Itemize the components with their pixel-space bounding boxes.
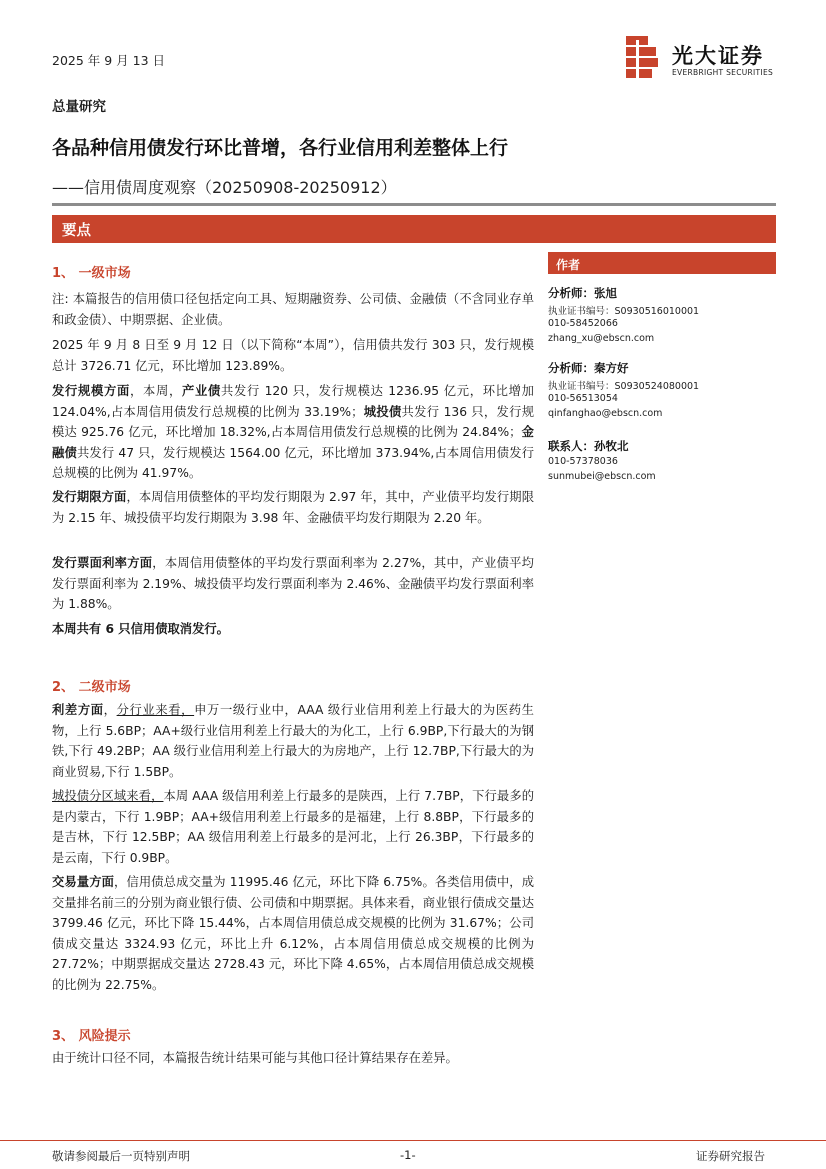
report-category: 总量研究 (52, 99, 106, 115)
text-span: 申万一级行业中，AAA 级行业信用利差上行最大的为医药生物，上行 5.6BP；AA+级行业信用利差上行最大的为化工，上行 6.9BP,下行最大的为钢铁,下行 49.2BP；AA 级行业信用利差上行最大的为房地产，上行 12.7BP,下行最大的为商业贸易,下行 1.5BP。 (52, 703, 534, 779)
paragraph-spread-industry (52, 700, 534, 782)
underline-by-industry: 分行业来看， (116, 703, 195, 717)
author-2-phone: 010-56513054 (548, 393, 618, 404)
paragraph-risk-note: 由于统计口径不同，本篇报告统计结果可能与其他口径计算结果存在差异。 (52, 1051, 458, 1065)
underline-by-region: 城投债分区域来看， (52, 789, 164, 803)
contact-phone: 010-57378036 (548, 456, 618, 467)
keypoints-banner (52, 215, 776, 243)
text-span: 共发行 120 只，发行规模达 1236.95 亿元，环比增加 124.04%,占本周信用债发行总规模的比例为 33.19%； (52, 384, 534, 419)
author-1-name: 分析师：张旭 (548, 286, 617, 300)
author-1-cert: 执业证书编号：S0930516010001 (548, 306, 700, 317)
author-1-phone: 010-58452066 (548, 318, 618, 329)
author-2-cert: 执业证书编号：S0930524080001 (548, 381, 700, 392)
footer-report-type: 证券研究报告 (696, 1149, 765, 1163)
text-span: ，本周， (129, 384, 182, 398)
paragraph-trading-volume (52, 872, 534, 996)
everbright-logo-icon (626, 36, 660, 80)
lead-issuance-scale: 发行规模方面 (52, 384, 130, 398)
text-span: ，本周信用债整体的平均发行票面利率为 2.27%，其中，产业债平均发行票面利率为 2.19%、城投债平均发行票面利率为 2.46%、金融债平均发行票面利率为 1.88%。 (52, 556, 534, 612)
term-urban-bond: 城投债 (363, 404, 402, 419)
report-title: 各品种信用债发行环比普增，各行业信用利差整体上行 (52, 137, 509, 159)
page-number: -1- (400, 1148, 416, 1162)
paragraph-issuance-scale (52, 381, 534, 484)
keypoints-label: 要点 (62, 223, 91, 239)
contact-email[interactable]: sunmubei@ebscn.com (548, 471, 656, 482)
paragraph-issuance-summary: 2025 年 9 月 8 日至 9 月 12 日（以下简称“本周”），信用债共发行 303 只，发行规模总计 3726.71 亿元，环比增加 123.89%。 (52, 338, 534, 373)
contact-name: 联系人：孙牧北 (548, 439, 629, 453)
section-heading-risk: 3、 风险提示 (52, 1029, 131, 1044)
author-1-email[interactable]: zhang_xu@ebscn.com (548, 333, 655, 344)
report-subtitle: ——信用债周度观察（20250908-20250912） (52, 178, 397, 197)
paragraph-scope-note: 注: 本篇报告的信用债口径包括定向工具、短期融资券、公司债、金融债（不含同业存单和政金债）、中期票据、企业债。 (52, 292, 534, 327)
footer-disclaimer: 敬请参阅最后一页特别声明 (52, 1149, 190, 1163)
logo-subtext: EVERBRIGHT SECURITIES (672, 68, 774, 77)
lead-trading-volume: 交易量方面 (52, 875, 115, 889)
paragraph-spread-region (52, 786, 534, 868)
lead-coupon-rate: 发行票面利率方面 (52, 556, 153, 570)
author-2-email[interactable]: qinfanghao@ebscn.com (548, 408, 663, 419)
text-span: ，本周信用债整体的平均发行期限为 2.97 年，其中，产业债平均发行期限为 2.15 年、城投债平均发行期限为 3.98 年、金融债平均发行期限为 2.20 年。 (52, 490, 534, 525)
section-heading-primary-market: 1、 一级市场 (52, 266, 131, 281)
paragraph-coupon-rate (52, 553, 534, 615)
term-industrial-bond: 产业债 (181, 384, 221, 398)
text-span: ，信用债总成交量为 11995.46 亿元，环比下降 6.75%。各类信用债中，成交量排名前三的分别为商业银行债、公司债和中期票据。具体来看，商业银行债成交量达 3799.46 亿元，环比下降 15.44%，占本周信用债总成交规模的比例为 31.67%；公司债成交量达 3324.93 亿元，环比上升 6.12%，占本周信用债总成交规模的比例为 27.72%；中期票据成交量达 2728.43 元，环比下降 4.65%，占本周信用债总成交规模的比例为 22.75%。 (52, 875, 534, 992)
text-span: 共发行 47 只，发行规模达 1564.00 亿元，环比增加 373.94%,占本周信用债发行总规模的比例为 41.97%。 (52, 445, 534, 481)
text-span: 共发行 136 只，发行规模达 925.76 亿元，环比增加 18.32%,占本周信用债发行总规模的比例为 24.84%； (52, 404, 534, 440)
paragraph-cancelled-issuance: 本周共有 6 只信用债取消发行。 (52, 622, 229, 636)
lead-issuance-term: 发行期限方面 (52, 490, 127, 504)
section-heading-secondary-market: 2、 二级市场 (52, 680, 131, 695)
author-label: 作者 (556, 258, 581, 272)
text-span: ， (103, 703, 117, 717)
title-divider (52, 203, 776, 206)
author-banner (548, 252, 776, 274)
logo-text: 光大证券 (672, 44, 764, 68)
report-date: 2025 年 9 月 13 日 (52, 53, 166, 68)
author-2-name: 分析师：秦方好 (548, 361, 629, 375)
term-financial-bond: 金融债 (52, 425, 534, 460)
footer-divider (0, 1140, 826, 1141)
paragraph-issuance-term (52, 487, 534, 528)
text-span: 本周 AAA 级信用利差上行最多的是陕西，上行 7.7BP，下行最多的是内蒙古，下行 1.9BP；AA+级信用利差上行最多的是福建，上行 8.8BP，下行最多的是吉林，下行 12.5BP；AA 级信用利差上行最多的是河北，上行 26.3BP，下行最多的是云南，下行 0.9BP。 (52, 789, 534, 865)
lead-spread: 利差方面 (52, 703, 104, 717)
